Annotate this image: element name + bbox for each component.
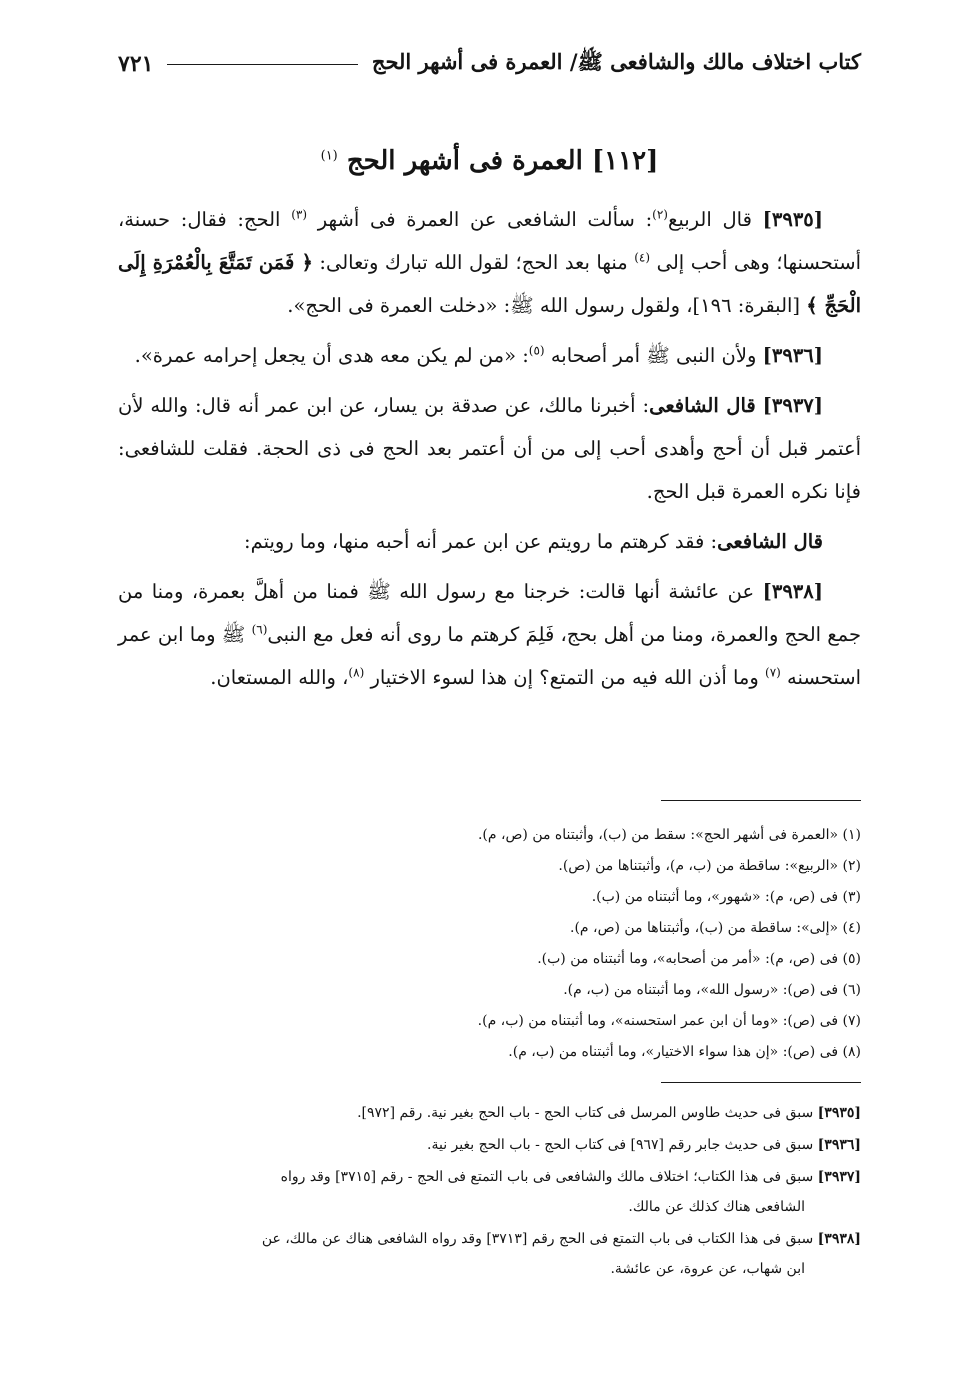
footnote-ref: (٨)	[348, 665, 365, 680]
paragraph-text: قال الربيع	[667, 208, 752, 231]
running-title: كتاب اختلاف مالك والشافعى ﷺ/ العمرة فى أشهر الحج	[371, 48, 861, 74]
chapter-footnote-ref: (١)	[320, 148, 338, 164]
page-number: ٧٢١	[118, 51, 154, 77]
sources-separator	[661, 1082, 861, 1083]
footnote-ref: (٦)	[251, 622, 268, 637]
speaker-label: قال الشافعى	[717, 530, 823, 553]
hadith-number: [٣٩٣٨]	[762, 580, 823, 603]
running-header	[118, 44, 861, 84]
quran-verse: ﴿ فَمَن تَمَتَّعَ بِالْعُمْرَةِ إِلَى الْحَجِّ ﴾	[118, 251, 861, 317]
source-text-continued: الشافعى هناك كذلك عن مالك.	[628, 1199, 805, 1215]
footnote-item: (٨) فى (ص): «إن هذا سواء الاختيار»، وما أثبتناه من (ب، م).	[508, 1044, 861, 1060]
paragraph-3935	[118, 198, 861, 327]
paragraph-text: ولأن النبى ﷺ أمر أصحابه	[550, 344, 757, 367]
paragraph-shafii-reply	[118, 520, 861, 563]
paragraph-text: وما أذن الله فيه من التمتع؟ إن هذا لسوء الاختيار	[370, 666, 759, 689]
footnote-item: (٢) «الربيع»: ساقطة من (ب، م)، وأثبتناها من (ص).	[558, 858, 861, 874]
source-text: سبق فى حديث طاوس المرسل فى كتاب الحج - باب الحج بغير نية. رقم [٩٧٢].	[357, 1105, 814, 1121]
paragraph-text: : فقد كرهتم ما رويتم عن ابن عمر أنه أحبه منها، وما رويتم:	[244, 530, 718, 553]
paragraph-text: الحج: فقال: حسنة، أستحسنها؛ وهى أحب إلى	[118, 208, 861, 274]
footnote-item: (٧) فى (ص): «وما أن ابن عمر استحسنه»، وما أثبتناه من (ب، م).	[477, 1013, 861, 1029]
footnote-ref: (٢)	[652, 207, 668, 222]
footnotes	[118, 820, 861, 1068]
source-text: سبق فى هذا الكتاب فى باب التمتع فى الحج رقم [٣٧١٣] وقد رواه الشافعى هناك عن مالك، عن	[261, 1231, 814, 1247]
footnote-item: (٥) فى (ص، م): «أمر من أصحابه»، وما أثبتناه من (ب).	[537, 951, 861, 967]
header-rule	[167, 64, 357, 65]
source-note	[118, 1224, 861, 1284]
footnote-item: (٣) فى (ص، م): «شهور»، وما أثبتناه من (ب).	[591, 889, 861, 905]
chapter-title	[118, 146, 861, 176]
source-text-continued: ابن شهاب، عن عروة، عن عائشة.	[610, 1261, 805, 1277]
hadith-number: [٣٩٣٧]	[762, 394, 824, 417]
source-notes	[118, 1098, 861, 1286]
footnote-ref: (٤)	[634, 250, 651, 265]
paragraph-text: منها بعد الحج؛ لقول الله تبارك وتعالى:	[319, 251, 628, 274]
paragraph-text: ﷺ وما ابن عمر استحسنه	[118, 623, 861, 689]
hadith-number: [٣٩٣٥]	[762, 208, 824, 231]
source-note	[118, 1130, 861, 1160]
source-note	[118, 1098, 861, 1128]
footnote-item: (٦) فى (ص): «رسول الله»، وما أثبتناه من (ب، م).	[563, 982, 861, 998]
source-text: سبق فى حديث جابر رقم [٩٦٧] فى كتاب الحج - باب الحج بغير نية.	[427, 1137, 814, 1153]
paragraph-text: : «من لم يكن معه هدى أن يجعل إحرامه عمرة».	[134, 344, 529, 367]
paragraph-3937	[118, 384, 861, 513]
paragraph-text: ، والله المستعان.	[210, 666, 349, 689]
footnote-item: (١) «العمرة فى أشهر الحج»: سقط من (ب)، وأثبتناه من (ص، م).	[477, 827, 861, 843]
source-number: [٣٩٣٧]	[817, 1169, 861, 1185]
paragraph-text: : سألت الشافعى عن العمرة فى أشهر	[317, 208, 653, 231]
footnote-separator	[661, 800, 861, 801]
footnote-ref: (٥)	[528, 343, 545, 358]
chapter-title-text: [١١٢] العمرة فى أشهر الحج	[346, 146, 659, 176]
main-text	[118, 198, 861, 706]
footnote-ref: (٣)	[291, 207, 308, 222]
source-number: [٣٩٣٥]	[817, 1105, 861, 1121]
source-number: [٣٩٣٦]	[817, 1137, 861, 1153]
speaker-label: قال الشافعى	[649, 394, 756, 417]
source-note	[118, 1162, 861, 1222]
paragraph-3936	[118, 334, 861, 377]
paragraph-text: [البقرة: ١٩٦]، ولقول رسول الله ﷺ: «دخلت العمرة فى الحج».	[287, 294, 801, 317]
paragraph-3938	[118, 570, 861, 699]
footnote-item: (٤) «إلى»: ساقطة من (ب)، وأثبتناها من (ص، م).	[570, 920, 861, 936]
paragraph-text: عن عائشة أنها قالت: خرجنا مع رسول الله ﷺ فمنا من أهلَّ بعمرة، ومنا من جمع الحج والعمرة، ومنا من أهل بحج، فَلِمَ كرهتم ما روى أنه فعل مع النبى	[118, 580, 862, 646]
source-text: سبق فى هذا الكتاب؛ اختلاف مالك والشافعى فى باب التمتع فى الحج - رقم [٣٧١٥] وقد رواه	[280, 1169, 814, 1185]
footnote-ref: (٧)	[765, 665, 781, 680]
hadith-number: [٣٩٣٦]	[762, 344, 823, 367]
source-number: [٣٩٣٨]	[817, 1231, 861, 1247]
paragraph-text: : أخبرنا مالك، عن صدقة بن يسار، عن ابن عمر أنه قال: والله لأن أعتمر قبل أن أحج وأهدى أحب إلى من أن أعتمر بعد الحج فى ذى الحجة. فقلت للشافعى: فإنا نكره العمرة قبل الحج.	[118, 394, 861, 503]
